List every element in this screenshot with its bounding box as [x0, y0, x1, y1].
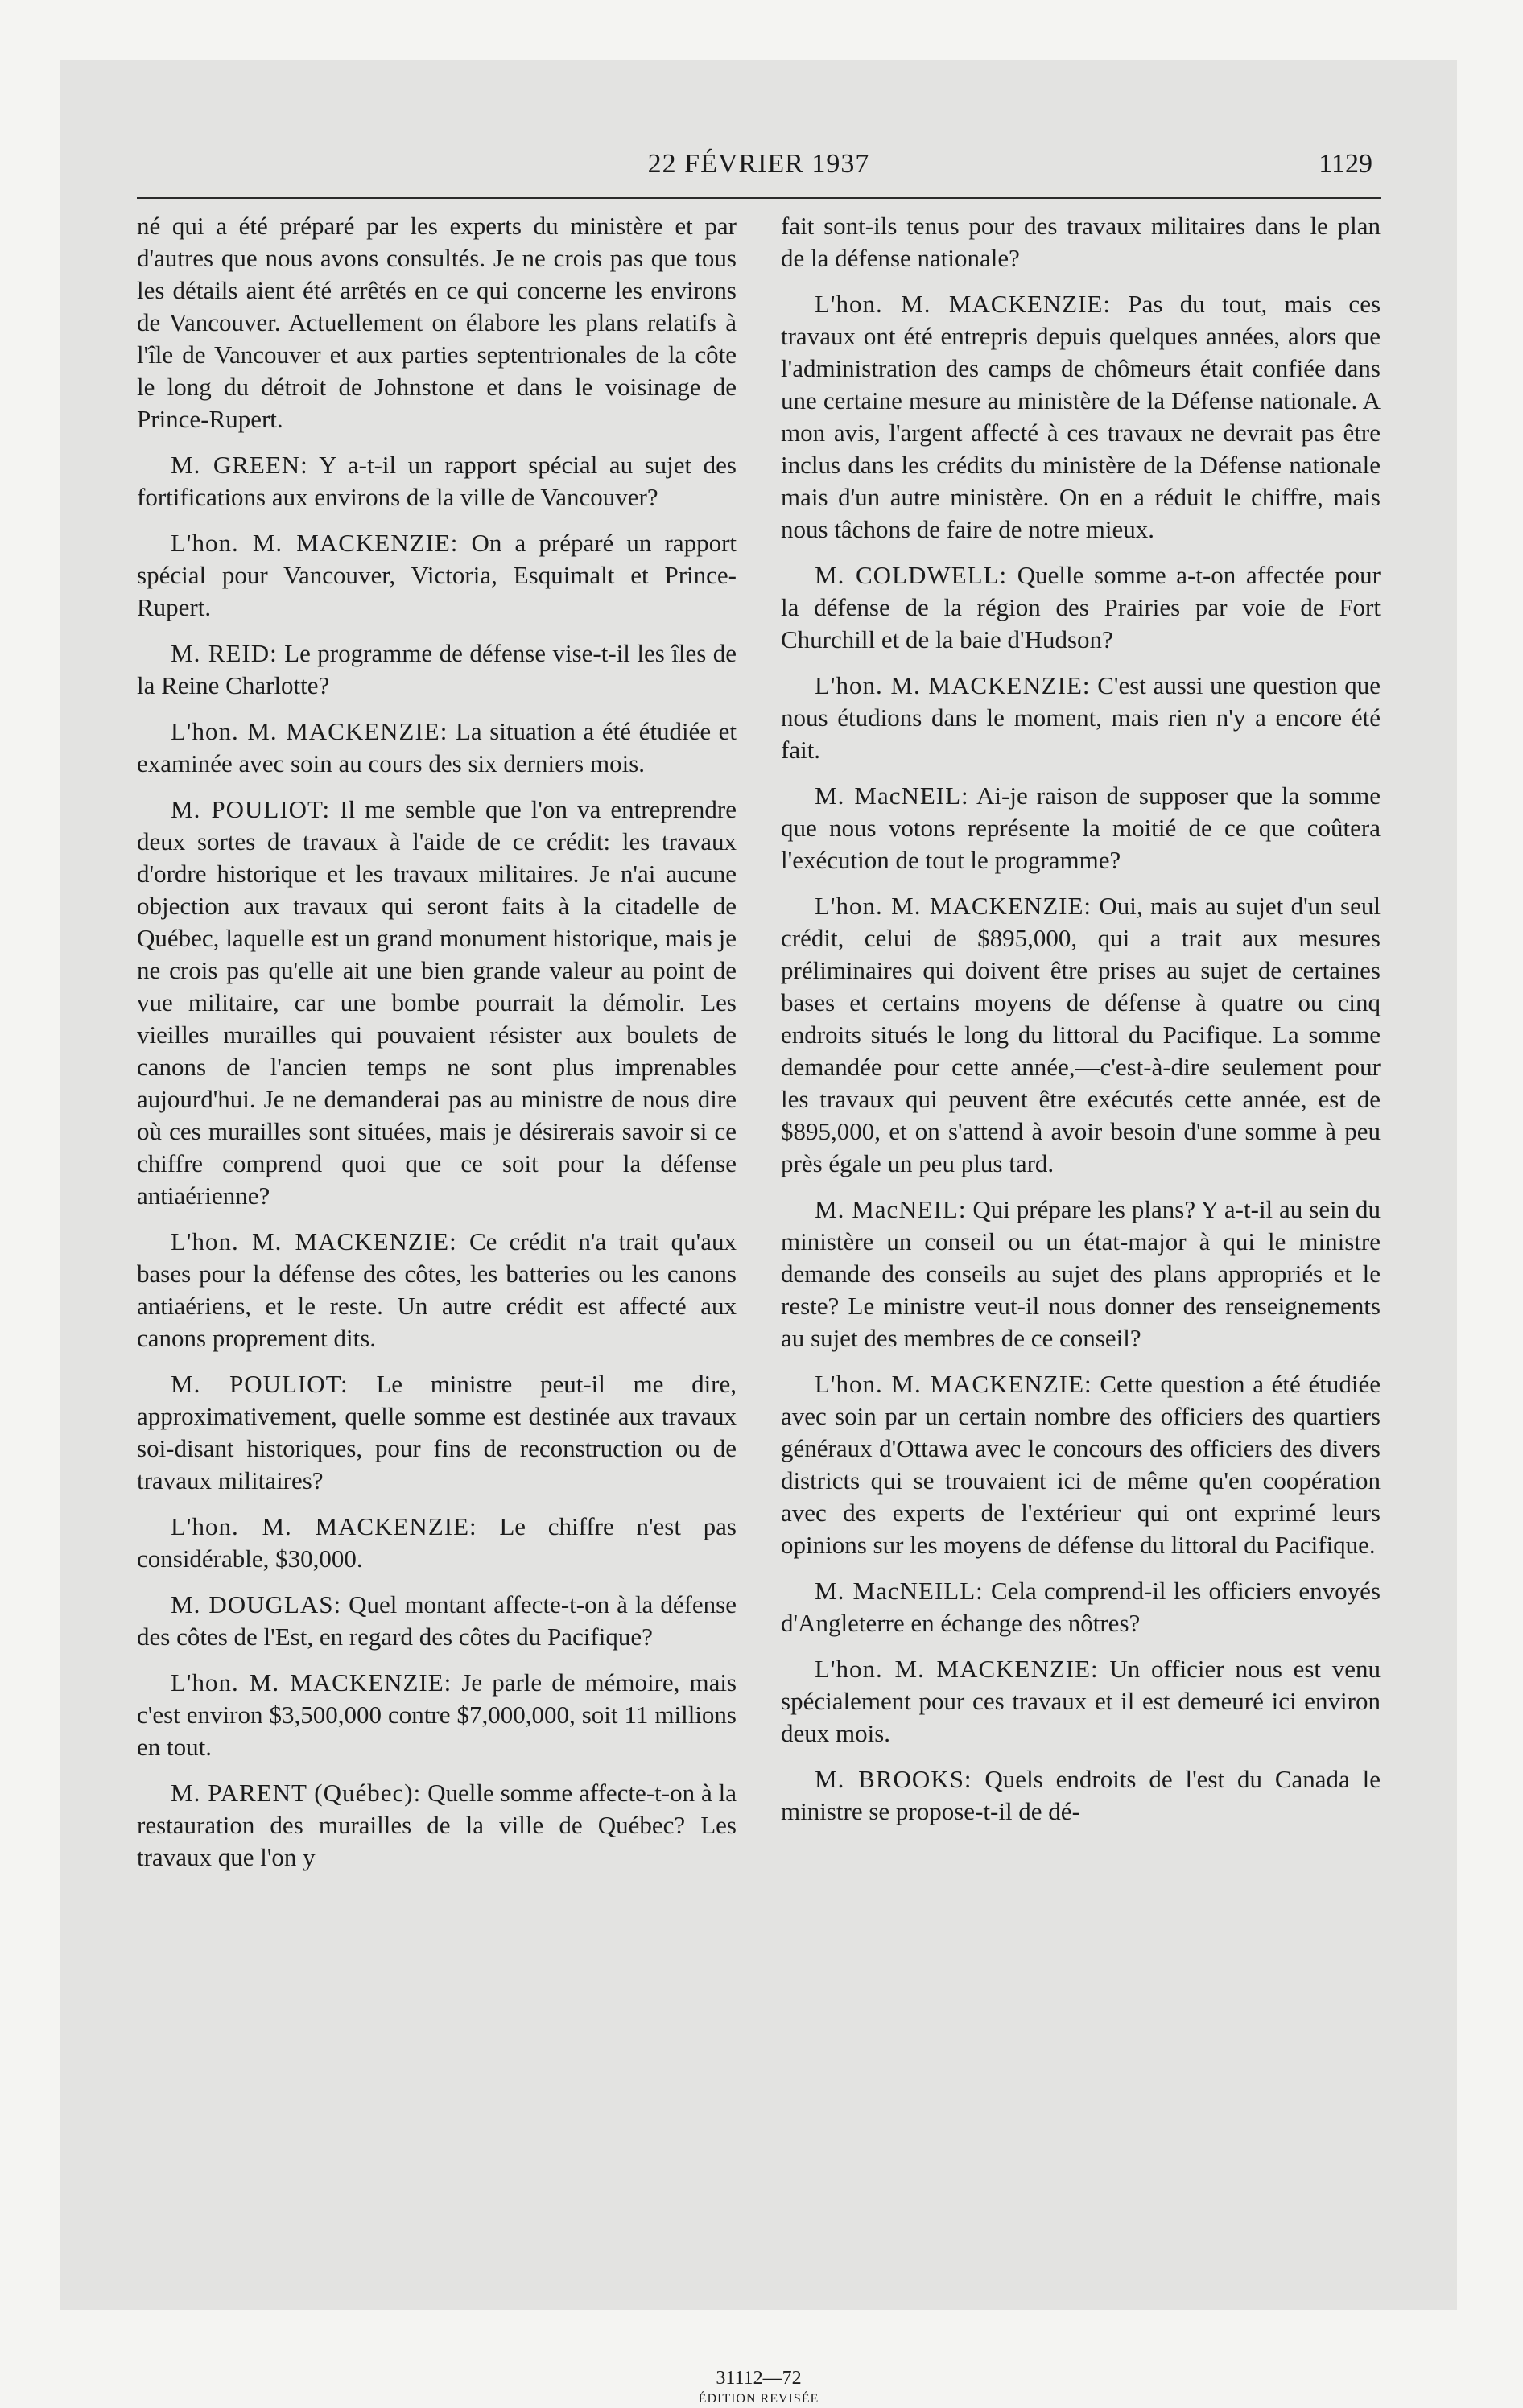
speaker-name: M. PARENT (Québec): — [171, 1779, 422, 1807]
paragraph — [781, 288, 1381, 546]
paragraph-text: Cela comprend-il les officiers envoyés d'Angleterre en échange des nôtres? — [781, 1577, 1381, 1637]
paragraph — [137, 527, 737, 624]
footer-edition: ÉDITION REVISÉE — [698, 2392, 819, 2406]
speaker-name: L'hon. M. MACKENZIE: — [815, 1655, 1099, 1683]
page — [137, 149, 1381, 2406]
running-header — [137, 149, 1381, 199]
paragraph — [781, 1368, 1381, 1561]
speaker-name: M. POULIOT: — [171, 795, 331, 823]
speaker-name: L'hon. M. MACKENZIE: — [171, 529, 459, 557]
speaker-name: M. MacNEILL: — [815, 1577, 984, 1605]
speaker-name: M. MacNEIL: — [815, 1195, 967, 1223]
speaker-name: L'hon. M. MACKENZIE: — [815, 671, 1091, 699]
paragraph — [137, 1226, 737, 1354]
paragraph-text: Quel montant affecte-t-on à la défense des côtes de l'Est, en regard des côtes du Pacifique? — [137, 1590, 737, 1651]
paragraph — [781, 559, 1381, 656]
speaker-name: M. REID: — [171, 639, 278, 667]
paragraph-text: Le ministre peut-il me dire, approximativement, quelle somme est destinée aux travaux soi-disant historiques, pour fins de reconstruction ou de travaux militaires? — [137, 1370, 737, 1495]
speaker-name: M. DOUGLAS: — [171, 1590, 342, 1618]
paragraph-text: fait sont-ils tenus pour des travaux militaires dans le plan de la défense nationale? — [781, 212, 1381, 272]
paragraph — [781, 1194, 1381, 1354]
paragraph — [781, 1763, 1381, 1828]
speaker-name: M. BROOKS: — [815, 1765, 972, 1793]
right-column — [781, 210, 1381, 1887]
paragraph-text: Le programme de défense vise-t-il les îles de la Reine Charlotte? — [137, 639, 737, 699]
page-number: 1129 — [1319, 149, 1372, 179]
paragraph-text: Quels endroits de l'est du Canada le ministre se propose-t-il de dé- — [781, 1765, 1381, 1825]
paragraph — [137, 637, 737, 702]
paragraph — [137, 715, 737, 780]
speaker-name: L'hon. M. MACKENZIE: — [171, 717, 448, 745]
paragraph-text: Ai-je raison de supposer que la somme que nous votons représente la moitié de ce que coûtera l'exécution de tout le programme? — [781, 781, 1381, 874]
paragraph-text: Y a-t-il un rapport spécial au sujet des fortifications aux environs de la ville de Vancouver? — [137, 451, 737, 511]
paragraph-text: Quelle somme affecte-t-on à la restauration des murailles de la ville de Québec? Les travaux que l'on y — [137, 1779, 737, 1871]
paragraph — [781, 890, 1381, 1180]
paragraph — [137, 1667, 737, 1763]
paragraph — [781, 210, 1381, 274]
paragraph-text: On a préparé un rapport spécial pour Vancouver, Victoria, Esquimalt et Prince-Rupert. — [137, 529, 737, 621]
left-column — [137, 210, 737, 1887]
paragraph-text: C'est aussi une question que nous étudions dans le moment, mais rien n'y a encore été fait. — [781, 671, 1381, 764]
paragraph-text: Un officier nous est venu spécialement pour ces travaux et il est demeuré ici environ deux mois. — [781, 1655, 1381, 1747]
speaker-name: M. COLDWELL: — [815, 561, 1008, 589]
footer-code: 31112—72 — [716, 2368, 802, 2389]
speaker-name: M. GREEN: — [171, 451, 308, 479]
text-columns — [137, 210, 1381, 1887]
paragraph — [137, 794, 737, 1212]
paragraph-text: Pas du tout, mais ces travaux ont été entrepris depuis quelques années, alors que l'administration des camps de chômeurs était confiée dans une certaine mesure au ministère de la Défense nationale. A mon avis, l'argent affecté à ces travaux ne devrait pas être inclus dans les crédits du ministère de la Défense nationale mais d'un autre ministère. On en a réduit le chiffre, mais nous tâchons de faire de notre mieux. — [781, 290, 1381, 543]
paragraph-text: Qui prépare les plans? Y a-t-il au sein du ministère un conseil ou un état-major à qui le ministre demande des conseils au sujet des plans appropriés et le reste? Le ministre veut-il nous donner des renseignements au sujet des membres de ce conseil? — [781, 1195, 1381, 1352]
paragraph — [137, 1511, 737, 1575]
paragraph-text: né qui a été préparé par les experts du ministère et par d'autres que nous avons consultés. Je ne crois pas que tous les détails aient été arrêtés en ce qui concerne les environs de Vancouver. Actuellement on élabore les plans relatifs à l'île de Vancouver et aux parties septentrionales de la côte le long du détroit de Johnstone et dans le voisinage de Prince-Rupert. — [137, 212, 737, 433]
speaker-name: L'hon. M. MACKENZIE: — [171, 1227, 457, 1256]
speaker-name: L'hon. M. MACKENZIE: — [815, 1370, 1092, 1398]
paragraph — [781, 1575, 1381, 1639]
paragraph-text: Oui, mais au sujet d'un seul crédit, celui de $895,000, qui a trait aux mesures préliminaires qui doivent être prises au sujet de certaines bases et certains moyens de défense à quatre ou cinq endroits situés le long du littoral du Pacifique. La somme demandée pour cette année,—c'est-à-dire seulement pour les travaux qui peuvent être exécutés cette année, est de $895,000, et on s'attend à avoir besoin d'une somme à peu près égale un peu plus tard. — [781, 892, 1381, 1177]
paragraph — [137, 1589, 737, 1653]
speaker-name: L'hon. M. MACKENZIE: — [815, 290, 1111, 318]
header-date: 22 FÉVRIER 1937 — [647, 149, 870, 179]
paragraph — [137, 1368, 737, 1497]
paragraph — [137, 210, 737, 435]
paragraph-text: Quelle somme a-t-on affectée pour la défense de la région des Prairies par voie de Fort Churchill et de la baie d'Hudson? — [781, 561, 1381, 654]
paragraph — [781, 670, 1381, 766]
paragraph-text: Je parle de mémoire, mais c'est environ $3,500,000 contre $7,000,000, soit 11 millions en tout. — [137, 1668, 737, 1761]
speaker-name: L'hon. M. MACKENZIE: — [815, 892, 1092, 920]
paragraph-text: Ce crédit n'a trait qu'aux bases pour la défense des côtes, les batteries ou les canons antiaériens, et le reste. Un autre crédit est affecté aux canons proprement dits. — [137, 1227, 737, 1352]
paragraph — [137, 449, 737, 513]
paragraph — [781, 780, 1381, 876]
paragraph-text: Il me semble que l'on va entreprendre deux sortes de travaux à l'aide de ce crédit: les travaux d'ordre historique et les travaux militaires. Je n'ai aucune objection aux travaux qui seront faits à la citadelle de Québec, laquelle est un grand monument historique, mais je ne crois pas qu'elle ait une bien grande valeur au point de vue militaire, car une bombe pourrait la démolir. Les vieilles murailles qui pouvaient résister aux boulets de canons de l'ancien temps ne sont plus imprenables aujourd'hui. Je ne demanderai pas au ministre de nous dire où ces murailles sont situées, mais je désirerais savoir si ce chiffre comprend quoi que ce soit pour la défense antiaérienne? — [137, 795, 737, 1210]
paragraph-text: Cette question a été étudiée avec soin par un certain nombre des officiers des quartiers généraux d'Ottawa avec le concours des officiers des divers districts qui se trouvaient ici de même qu'en coopération avec des experts de l'extérieur qui ont exprimé leurs opinions sur les moyens de défense du littoral du Pacifique. — [781, 1370, 1381, 1559]
speaker-name: M. POULIOT: — [171, 1370, 349, 1398]
speaker-name: M. MacNEIL: — [815, 781, 969, 810]
paragraph — [781, 1653, 1381, 1750]
speaker-name: L'hon. M. MACKENZIE: — [171, 1668, 452, 1697]
speaker-name: L'hon. M. MACKENZIE: — [171, 1512, 477, 1540]
paragraph-text: Le chiffre n'est pas considérable, $30,000. — [137, 1512, 737, 1573]
paragraph-text: La situation a été étudiée et examinée avec soin au cours des six derniers mois. — [137, 717, 737, 777]
page-footer — [137, 2366, 1381, 2408]
paragraph — [137, 1777, 737, 1874]
